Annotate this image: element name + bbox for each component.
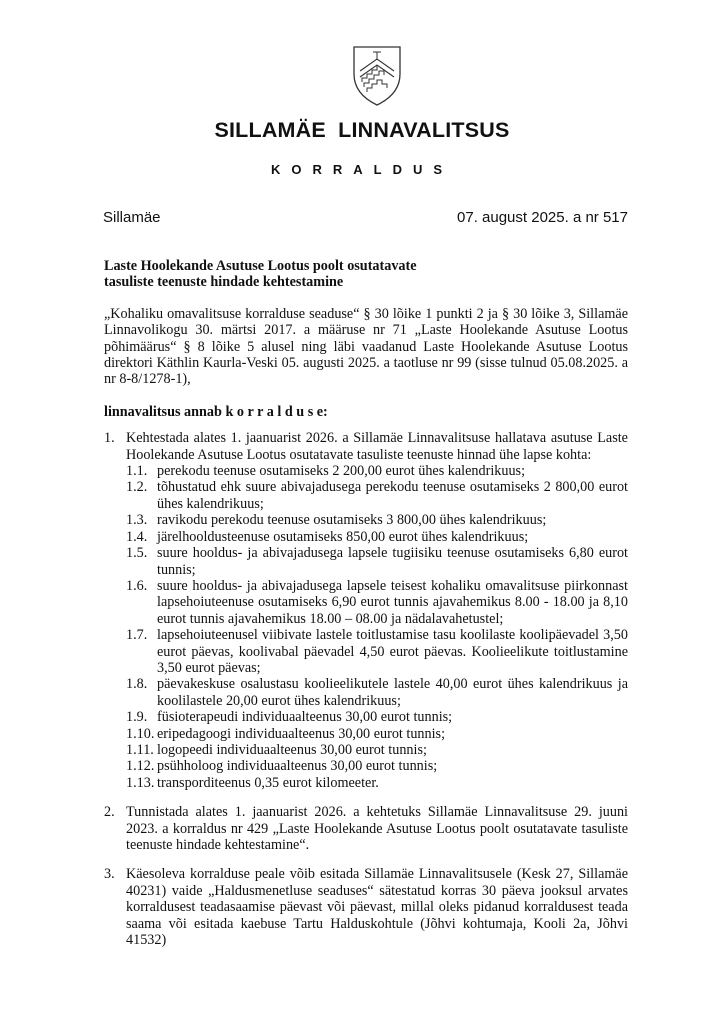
document-type: KORRALDUS bbox=[270, 162, 454, 177]
subitem-text: päevakeskuse osalustasu koolieelikutele lastele 40,00 eurot ühes kalendrikuus ja koolilastele 20,00 eurot ühes kalendrikuus; bbox=[157, 676, 628, 709]
preamble-paragraph: „Kohaliku omavalitsuse korralduse seaduse“ § 30 lõike 1 punkti 2 ja § 30 lõike 3, Sillamäe Linnavolikogu 30. märtsi 2017. a määruse nr 71 „Laste Hoolekande Asutuse Lootus põhimäärus“ § 8 lõike 5 alusel ning läbi vaadanud Laste Hoolekande Asutuse Lootus direktori Käthlin Kaurla-Veski 05. augusti 2025. a taotluse nr 99 (sisse tulnud 05.08.2025. a nr 8-8/1278-1), bbox=[104, 305, 628, 388]
subitem-text: tõhustatud ehk suure abivajadusega perekodu teenuse osutamiseks 2 800,00 eurot ühes kalendrikuus; bbox=[157, 479, 628, 512]
decree-item bbox=[104, 430, 628, 791]
subitem-text: lapsehoiuteenusel viibivate lastele toitlustamise tasu koolilaste koolipäevadel 3,50 eurot päevas, koolivabal päevadel 4,50 eurot päevas. Koolieelikute toitlustamine 3,50 eurot päevas; bbox=[157, 627, 628, 676]
subitem-number: 1.5. bbox=[126, 545, 148, 562]
subitem-number: 1.7. bbox=[126, 627, 148, 644]
price-subitem bbox=[126, 545, 628, 578]
subitem-text: eripedagoogi individuaalteenus 30,00 eurot tunnis; bbox=[157, 725, 446, 742]
decree-item bbox=[104, 866, 628, 948]
price-subitem bbox=[126, 627, 628, 676]
subitem-text: füsioterapeudi individuaalteenus 30,00 eurot tunnis; bbox=[157, 709, 453, 726]
subitem-text: psühholoog individuaalteenus 30,00 eurot tunnis; bbox=[157, 758, 438, 775]
subitem-text: logopeedi individuaalteenus 30,00 eurot tunnis; bbox=[157, 741, 427, 758]
document-title-line: tasuliste teenuste hindade kehtestamine bbox=[104, 274, 344, 291]
decree-item bbox=[104, 804, 628, 853]
subitem-number: 1.3. bbox=[126, 512, 148, 529]
organization-name: SILLAMÄE LINNAVALITSUS bbox=[214, 118, 510, 142]
document-place: Sillamäe bbox=[103, 209, 161, 226]
price-subitem bbox=[126, 726, 628, 742]
subitem-text: transporditeenus 0,35 eurot kilomeeter. bbox=[157, 774, 379, 791]
document-body bbox=[104, 258, 628, 961]
subitem-number: 1.11. bbox=[126, 741, 154, 758]
item-text: Tunnistada alates 1. jaanuarist 2026. a kehtetuks Sillamäe Linnavalitsuse 29. juuni 2023. a korraldus nr 429 „Laste Hoolekande Asutuse Lootus poolt osutatavate tasuliste teenuste hindade kehtestamine“. bbox=[126, 804, 628, 853]
subitem-text: ravikodu perekodu teenuse osutamiseks 3 800,00 ühes kalendrikuus; bbox=[157, 512, 547, 529]
subitem-number: 1.12. bbox=[126, 758, 155, 775]
price-subitem bbox=[126, 742, 628, 758]
price-subitem bbox=[126, 709, 628, 725]
subitem-number: 1.6. bbox=[126, 577, 148, 594]
subitem-number: 1.9. bbox=[126, 709, 148, 726]
price-subitem bbox=[126, 529, 628, 545]
subitem-text: suure hooldus- ja abivajadusega lapsele teisest kohaliku omavalitsuse piirkonnast lapsehoiuteenuse osutamiseks 6,90 eurot tunnis ajavahemikus 8.00 - 18.00 ja 8,10 eurot tunnis ajavahemikus 18.00 – 08.00 ja nädalavahetustel; bbox=[157, 577, 628, 627]
price-subitem bbox=[126, 758, 628, 774]
document-date-number: 07. august 2025. a nr 517 bbox=[457, 209, 628, 226]
item-text: Käesoleva korralduse peale võib esitada Sillamäe Linnavalitsusele (Kesk 27, Sillamäe 40231) vaide „Haldusmenetluse seaduses“ sätestatud korras 30 päeva jooksul arvates korraldusest teadasaamise päevast või päevast, millal oleks pidanud korraldusest teada saama või esitada kaebuse Tartu Halduskohtule (Jõhvi kohtumaja, Kooli 2a, Jõhvi 41532) bbox=[126, 866, 628, 949]
price-subitem bbox=[126, 512, 628, 528]
item-number: 1. bbox=[104, 430, 115, 447]
decree-heading: linnavalitsus annab k o r r a l d u s e: bbox=[104, 403, 328, 420]
document-title bbox=[104, 258, 628, 291]
item-text: Kehtestada alates 1. jaanuarist 2026. a Sillamäe Linnavalitsuse hallatava asutuse Laste Hoolekande Asutuse Lootus osutatavate tasuliste teenuste hinnad ühe lapse kohta: bbox=[126, 430, 628, 463]
subitem-number: 1.2. bbox=[126, 479, 148, 496]
price-subitem bbox=[126, 463, 628, 479]
price-subitem bbox=[126, 676, 628, 709]
decree-items-list bbox=[104, 430, 628, 948]
price-subitems-list bbox=[126, 463, 628, 791]
price-subitem bbox=[126, 578, 628, 627]
coat-of-arms-icon bbox=[350, 44, 404, 108]
subitem-number: 1.4. bbox=[126, 528, 148, 545]
subitem-text: perekodu teenuse osutamiseks 2 200,00 eurot ühes kalendrikuus; bbox=[157, 463, 526, 480]
subitem-text: suure hooldus- ja abivajadusega lapsele tugiisiku teenuse osutamiseks 6,80 eurot tunnis; bbox=[157, 545, 628, 578]
document-title-line: Laste Hoolekande Asutuse Lootus poolt osutatavate bbox=[104, 258, 417, 274]
subitem-text: järelhooldusteenuse osutamiseks 850,00 eurot ühes kalendrikuus; bbox=[157, 528, 529, 545]
price-subitem bbox=[126, 479, 628, 512]
item-number: 2. bbox=[104, 804, 115, 821]
subitem-number: 1.10. bbox=[126, 725, 155, 742]
price-subitem bbox=[126, 775, 628, 791]
subitem-number: 1.13. bbox=[126, 774, 155, 791]
subitem-number: 1.8. bbox=[126, 676, 148, 693]
item-number: 3. bbox=[104, 866, 115, 883]
subitem-number: 1.1. bbox=[126, 463, 148, 480]
